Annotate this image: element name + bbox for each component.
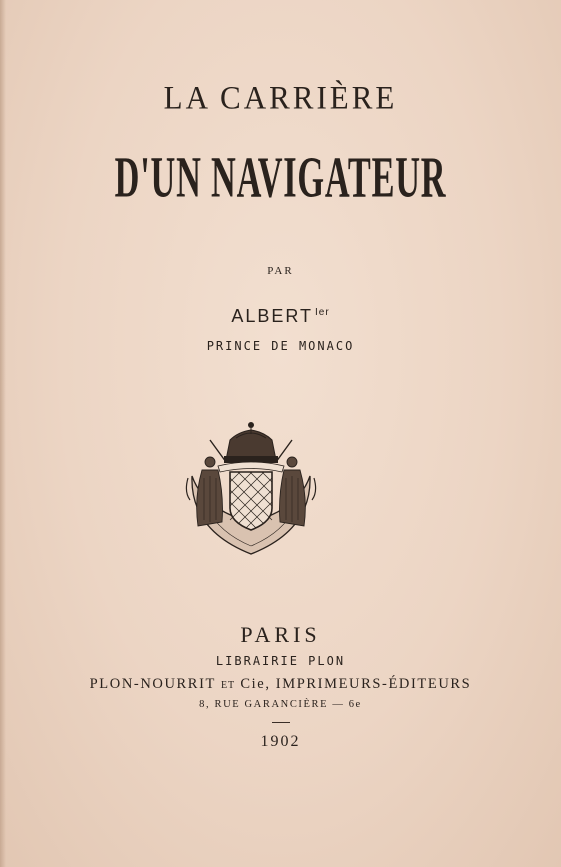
title-line-2: D'UN NAVIGATEUR bbox=[114, 145, 447, 210]
author-name-text: ALBERT bbox=[231, 306, 314, 326]
author-name bbox=[0, 306, 561, 327]
imprint-printer-et: ET bbox=[220, 680, 236, 691]
divider-rule bbox=[272, 722, 290, 723]
title-line-1: LA CARRIÈRE bbox=[163, 79, 398, 116]
imprint-year: 1902 bbox=[260, 733, 301, 750]
imprint-printer-c: Cie, bbox=[240, 676, 271, 692]
imprint-address: 8, RUE GARANCIÈRE — 6e bbox=[199, 699, 362, 710]
author-title: PRINCE DE MONACO bbox=[206, 339, 355, 353]
monaco-coat-of-arms-icon bbox=[180, 418, 322, 558]
imprint-city: PARIS bbox=[240, 622, 321, 647]
imprint-printer bbox=[0, 676, 561, 693]
byline-par: PAR bbox=[267, 265, 294, 277]
imprint-printer-a: PLON-NOURRIT bbox=[89, 676, 216, 692]
imprint-publisher: LIBRAIRIE PLON bbox=[215, 654, 346, 668]
imprint-printer-b: IMPRIMEURS-ÉDITEURS bbox=[275, 676, 472, 692]
author-ordinal: Ier bbox=[315, 307, 330, 318]
